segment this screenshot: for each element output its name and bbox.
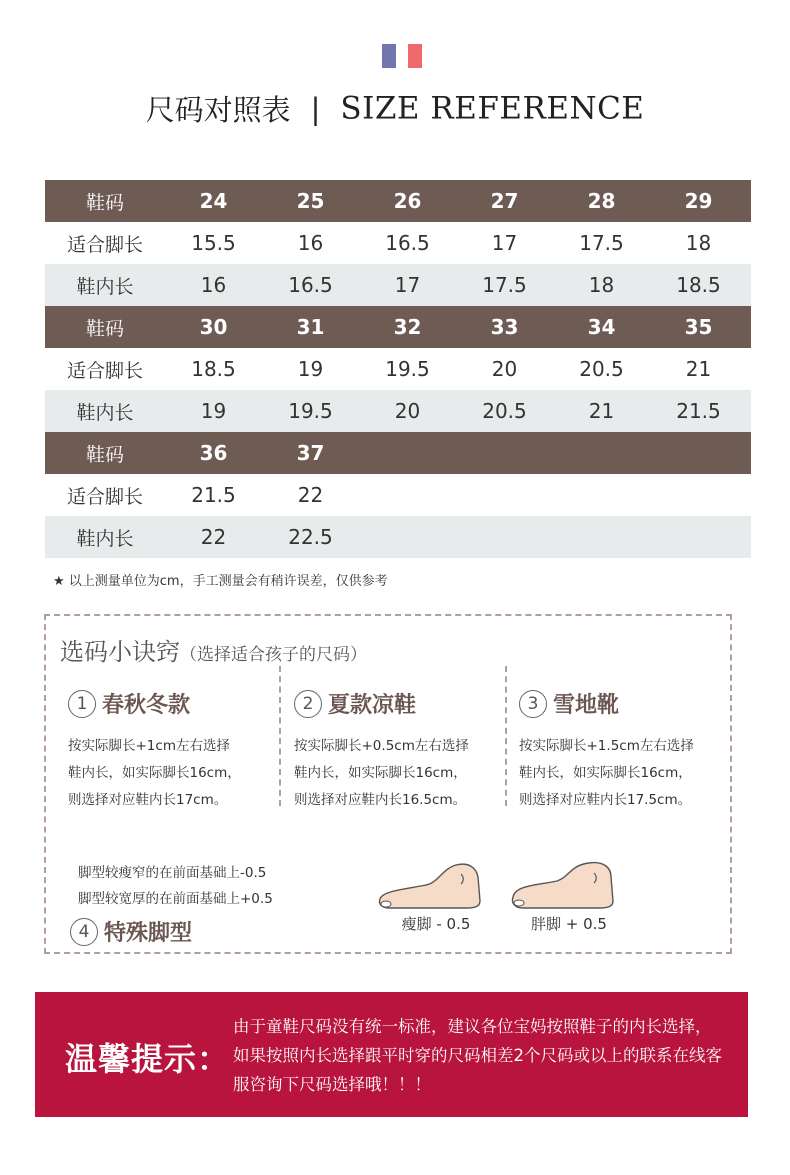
inner-cell: 20	[394, 399, 421, 423]
thin-foot	[376, 861, 488, 933]
tip-title: 特殊脚型	[104, 920, 193, 946]
wide-foot	[509, 861, 621, 933]
inner-length-row	[45, 264, 751, 306]
tip-line: 脚型较瘦窄的在前面基础上-0.5	[78, 865, 267, 881]
tip-number: 1	[68, 690, 96, 718]
inner-length-label: 鞋内长	[76, 275, 134, 298]
tip-line: 则选择对应鞋内长17.5cm。	[519, 792, 692, 808]
tip-title: 春秋冬款	[102, 692, 191, 718]
inner-length-row	[45, 390, 751, 432]
heading-separator: |	[310, 91, 321, 126]
size-cell: 25	[296, 189, 325, 213]
size-cell: 35	[684, 315, 713, 339]
size-row	[45, 306, 751, 348]
inner-cell: 20.5	[482, 399, 527, 423]
fit-cell: 17	[491, 231, 518, 255]
fit-cell: 21.5	[191, 483, 236, 507]
size-label: 鞋码	[85, 443, 124, 466]
size-cell: 27	[490, 189, 519, 213]
tip-line: 按实际脚长+0.5cm左右选择	[294, 738, 469, 754]
size-cell: 36	[199, 441, 228, 465]
fit-cell: 17.5	[579, 231, 624, 255]
tip-number: 4	[70, 918, 98, 946]
size-row	[45, 180, 751, 222]
fit-cell: 22	[297, 483, 324, 507]
size-cell: 24	[199, 189, 228, 213]
warm-reminder-title: 温馨提示：	[65, 1040, 231, 1078]
size-row	[45, 432, 751, 474]
tip-special-foot	[70, 844, 273, 946]
size-cell: 29	[684, 189, 713, 213]
tips-title-main: 选码小诀窍	[60, 638, 180, 666]
inner-cell: 18.5	[676, 273, 721, 297]
fit-length-label: 适合脚长	[66, 359, 143, 382]
tip-item	[294, 688, 469, 814]
fit-cell: 16.5	[385, 231, 430, 255]
inner-cell: 17	[394, 273, 421, 297]
size-cell: 30	[199, 315, 228, 339]
tip-title: 夏款凉鞋	[328, 692, 417, 718]
inner-length-row	[45, 516, 751, 558]
size-cell: 31	[296, 315, 325, 339]
page-heading	[0, 88, 790, 129]
fit-cell: 16	[297, 231, 324, 255]
tip-text	[68, 733, 241, 814]
warm-reminder-message: 由于童鞋尺码没有统一标准，建议各位宝妈按照鞋子的内长选择，如果按照内长选择跟平时穿的尺码相差2个尺码或以上的联系在线客服咨询下尺码选择哦！！！	[233, 1017, 722, 1094]
size-cell: 34	[587, 315, 616, 339]
tip-text	[294, 733, 469, 814]
tip-line: 脚型较宽厚的在前面基础上+0.5	[78, 891, 273, 907]
inner-cell: 22	[200, 525, 227, 549]
size-label: 鞋码	[85, 317, 124, 340]
tip-line: 按实际脚长+1cm左右选择	[68, 738, 230, 754]
size-cell: 26	[393, 189, 422, 213]
tips-title	[60, 632, 367, 667]
tip-text	[70, 860, 273, 912]
fit-length-label: 适合脚长	[66, 233, 143, 256]
fit-length-row	[45, 348, 751, 390]
tip-line: 鞋内长，如实际脚长16cm，	[519, 765, 692, 781]
wide-foot-caption: 胖脚 + 0.5	[531, 915, 607, 933]
fit-cell: 18.5	[191, 357, 236, 381]
fit-cell: 19.5	[385, 357, 430, 381]
fit-cell: 19	[297, 357, 324, 381]
warm-reminder-banner	[35, 992, 748, 1117]
fit-cell: 18	[685, 231, 712, 255]
inner-length-label: 鞋内长	[76, 527, 134, 550]
inner-cell: 22.5	[288, 525, 333, 549]
tip-line: 鞋内长，如实际脚长16cm，	[68, 765, 241, 781]
heading-cn: 尺码对照表	[145, 93, 291, 127]
size-tips-box	[44, 614, 732, 954]
inner-length-label: 鞋内长	[76, 401, 134, 424]
tip-text	[519, 733, 694, 814]
divider	[505, 666, 507, 806]
tip-line: 鞋内长，如实际脚长16cm，	[294, 765, 467, 781]
inner-cell: 17.5	[482, 273, 527, 297]
fit-length-label: 适合脚长	[66, 485, 143, 508]
fit-cell: 21	[685, 357, 712, 381]
inner-cell: 19.5	[288, 399, 333, 423]
fit-cell: 20.5	[579, 357, 624, 381]
thin-foot-caption: 瘦脚 - 0.5	[401, 915, 471, 933]
size-label: 鞋码	[85, 191, 124, 214]
divider	[279, 666, 281, 806]
size-cell: 32	[393, 315, 422, 339]
size-cell: 33	[490, 315, 519, 339]
thin-foot-icon	[376, 861, 488, 911]
fit-length-row	[45, 222, 751, 264]
tip-number: 2	[294, 690, 322, 718]
inner-cell: 16.5	[288, 273, 333, 297]
fit-cell: 15.5	[191, 231, 236, 255]
tip-number: 3	[519, 690, 547, 718]
tip-line: 则选择对应鞋内长16.5cm。	[294, 792, 467, 808]
tips-subtitle: （选择适合孩子的尺码）	[180, 645, 367, 665]
wide-foot-icon	[509, 861, 621, 911]
inner-cell: 18	[588, 273, 615, 297]
inner-cell: 19	[200, 399, 227, 423]
measurement-note: ★ 以上测量单位为cm，手工测量会有稍许误差，仅供参考	[53, 574, 388, 589]
tip-title: 雪地靴	[553, 692, 620, 718]
inner-cell: 21.5	[676, 399, 721, 423]
inner-cell: 16	[200, 273, 227, 297]
heading-en: SIZE REFERENCE	[340, 90, 645, 127]
fit-cell: 20	[491, 357, 518, 381]
tip-item	[68, 688, 241, 814]
tip-item	[519, 688, 694, 814]
tip-line: 则选择对应鞋内长17cm。	[68, 792, 228, 808]
size-cell: 37	[296, 441, 325, 465]
size-table	[45, 180, 751, 558]
inner-cell: 21	[588, 399, 615, 423]
size-cell: 28	[587, 189, 616, 213]
tip-line: 按实际脚长+1.5cm左右选择	[519, 738, 694, 754]
fit-length-row	[45, 474, 751, 516]
french-flag-icon	[382, 44, 422, 68]
